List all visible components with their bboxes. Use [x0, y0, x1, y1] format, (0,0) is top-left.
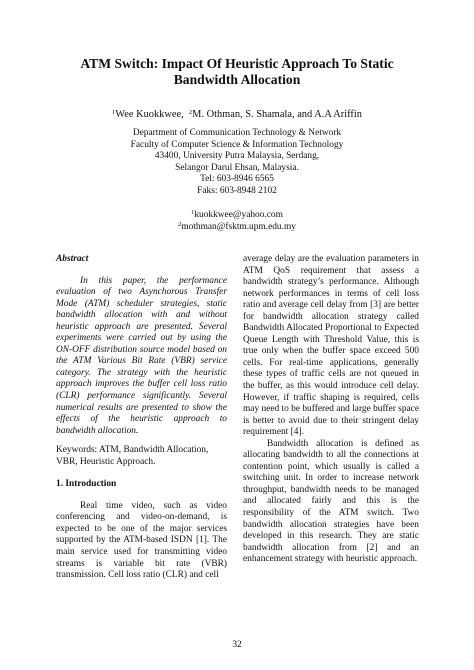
email-2: [60, 222, 414, 234]
abstract-text: In this paper, the performance evaluation of two Asynchorous Transfer Mode (ATM) scheduler strategies, static bandwidth allocation with and without heuristic approach are presented. Several experiments were carried out by using the ON-OFF distribution source model based on the ATM Various Bit Rate (VBR) service category. The strategy with the heuristic approach improves the buffer cell loss ratio (CLR) performance significantly. Several numerical results are presented to show the effects of the heuristic approach to bandwidth allocation.: [56, 275, 227, 436]
email-2-superscript: 2: [178, 220, 182, 228]
left-column: [56, 254, 227, 582]
affiliation-line: Faculty of Computer Science & Information Technology: [130, 139, 344, 150]
affiliation-block: [60, 128, 414, 198]
author-2-names: M. Othman, S. Shamala, and A.A Ariffin: [192, 109, 362, 120]
affiliation-line: Department of Communication Technology & Network: [132, 128, 342, 138]
author-1-superscript: 1: [112, 109, 116, 116]
email-1-address: kuokkwee@yahoo.com: [194, 210, 283, 220]
paper-title: [60, 56, 414, 88]
author-1-name: Wee Kuokkwee,: [115, 109, 184, 120]
title-line-2: Bandwidth Allocation: [173, 72, 301, 87]
author-2-superscript: 2: [188, 109, 193, 116]
affiliation-line: Faks: 603-8948 2102: [197, 185, 277, 196]
abstract-heading: Abstract: [56, 254, 89, 264]
right-paragraph-1: average delay are the evaluation parameters in ATM QoS requirement that assess a bandwidth strategy’s performance. Although network performances in terms of cell loss ratio and average cell delay from [3] are better for bandwidth allocation strategy called Bandwidth Allocated Proportional to Expected Queue Length with Threshold Value, this is true only when the buffer space exceed 500 cells. For real-time applications, generally these types of traffic cells are not queued in the buffer, as this would introduce cell delay. However, if traffic shaping is required, cells may need to be buffered and large buffer space is better to avoid due to their stringent delay requirement [4].: [243, 254, 419, 438]
right-paragraph-2: Bandwidth allocation is defined as allocating bandwidth to all the connections at contention point, which usually is called a switching unit. In order to increase network throughput, bandwidth needs to be managed and allocated fairly and this is the responsibility of the ATM switch. Two bandwidth allocation strategies have been developed in this research. They are static bandwidth allocation from [2] and an enhancement strategy with heuristic approach.: [243, 438, 419, 565]
email-block: [60, 210, 414, 233]
page-number: 32: [232, 640, 242, 650]
keywords: Keywords: ATM, Bandwidth Allocation, VBR, Heuristic Approach.: [56, 445, 209, 467]
intro-paragraph-1: Real time video, such as video conferencing and video-on-demand, is expected to be one of the major services supported by the ATM-based ISDN [1]. The main service used for transmitting video streams is variable bit rate (VBR) transmission. Cell loss ratio (CLR) and cell: [56, 500, 227, 581]
author-list: [40, 108, 434, 121]
email-1-superscript: 1: [191, 209, 195, 216]
email-2-address: mothman@fsktm.upm.edu.my: [181, 221, 296, 232]
affiliation-line: Tel: 603-8946 6565: [200, 174, 274, 185]
section-1-heading: 1. Introduction: [56, 479, 117, 490]
title-line-1: ATM Switch: Impact Of Heuristic Approach To Static: [80, 56, 394, 71]
email-1: [60, 210, 414, 222]
affiliation-line: 43400, University Putra Malaysia, Serdang,: [154, 151, 320, 162]
right-column: [243, 254, 419, 566]
affiliation-line: Selangor Darul Ehsan, Malaysia.: [175, 162, 299, 173]
